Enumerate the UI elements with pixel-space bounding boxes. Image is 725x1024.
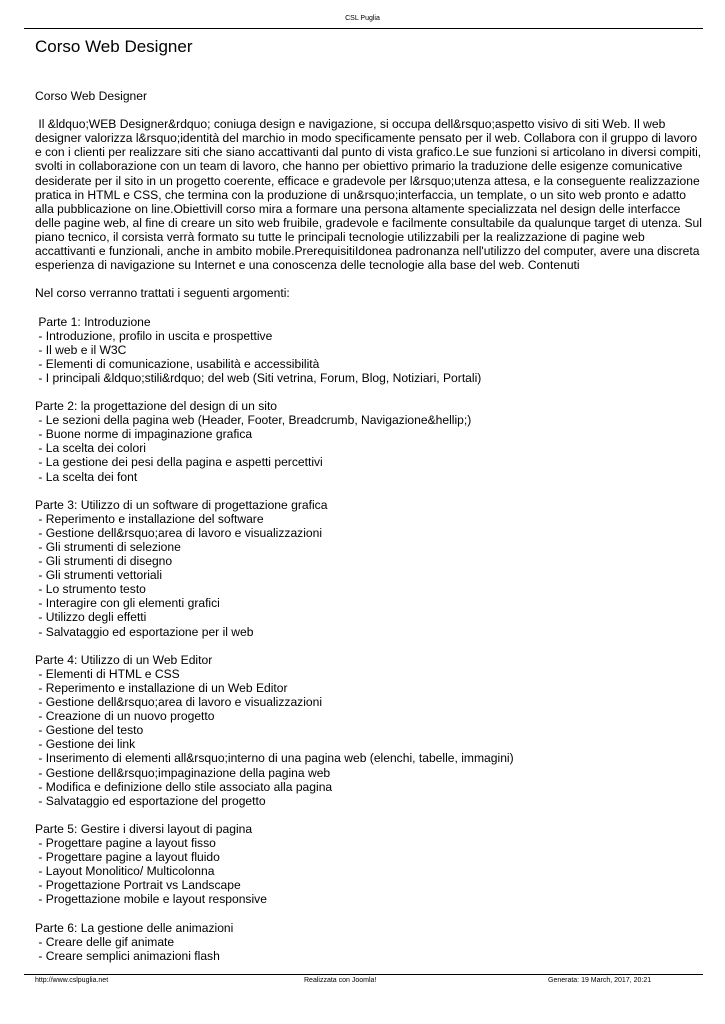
part-title: Parte 3: Utilizzo di un software di progettazione grafica — [35, 497, 328, 512]
list-item: - Introduzione, profilo in uscita e prospettive — [35, 328, 273, 343]
intro-title: Corso Web Designer — [35, 89, 148, 103]
list-item: - Reperimento e installazione del software — [35, 511, 264, 526]
list-item: - Gli strumenti vettoriali — [35, 568, 163, 583]
list-item: - La scelta dei font — [35, 469, 138, 484]
list-item: - Inserimento di elementi all&rsquo;interno di una pagina web (elenchi, tabelle, immagini) — [35, 751, 514, 766]
list-item: - Utilizzo degli effetti — [35, 610, 147, 625]
footer-generated: Generata: 19 March, 2017, 20:21 — [548, 977, 652, 984]
list-item: - Gestione dell&rsquo;impaginazione della pagina web — [35, 765, 331, 780]
list-item: - Elementi di comunicazione, usabilità e accessibilità — [35, 356, 320, 371]
part-title: Parte 2: la progettazione del design di un sito — [35, 399, 278, 414]
list-item: - Progettazione mobile e layout responsive — [35, 892, 267, 907]
list-item: - Lo strumento testo — [35, 582, 146, 597]
list-item: - Progettare pagine a layout fisso — [35, 835, 216, 850]
part-6 — [35, 921, 707, 963]
list-item: - Creazione di un nuovo progetto — [35, 709, 215, 724]
article-body — [35, 89, 707, 963]
part-5 — [35, 822, 707, 907]
list-item: - Salvataggio ed esportazione per il web — [35, 624, 254, 639]
list-item: - Gestione dell&rsquo;area di lavoro e visualizzazioni — [35, 695, 323, 710]
list-item: - Modifica e definizione dello stile associato alla pagina — [35, 779, 333, 794]
list-item: - La gestione dei pesi della pagina e aspetti percettivi — [35, 455, 323, 470]
list-item: - Creare delle gif animate — [35, 934, 175, 949]
part-1 — [35, 315, 707, 385]
part-4 — [35, 653, 707, 808]
list-item: - Interagire con gli elementi grafici — [35, 596, 220, 611]
part-title: Parte 4: Utilizzo di un Web Editor — [35, 652, 213, 667]
list-item: - Layout Monolitico/ Multicolonna — [35, 864, 215, 879]
intro-paragraph: Il &ldquo;WEB Designer&rdquo; coniuga design e navigazione, si occupa dell&rsquo;aspetto visivo di siti Web. Il web designer valorizza l&rsquo;identità del marchio in modo specificamente pensato per il web. Collabora con il gruppo di lavoro e con i clienti per realizzare siti che siano accattivanti dal punto di vista grafico.Le sue funzioni si articolano in diversi compiti, svolti in collaborazione con un team di lavoro, che hanno per obiettivo primario la traduzione delle esigenze comunicative desiderate per il sito in un progetto coerente, efficace e gradevole per l&rsquo;utenza attesa, e la conseguente realizzazione pratica in HTML e CSS, che termina con la produzione di un&rsquo;interfaccia, un template, o un sito web pronto e adatto alla pubblicazione on line.Obiettivill corso mira a formare una persona altamente specializzata nel design delle interfacce delle pagine web, al fine di creare un sito web fruibile, gradevole e facilmente consultabile da qualunque target di utenza. Sul piano tecnico, il corsista verrà formato su tutte le principali tecnologie utilizzabili per la realizzazione di pagine web accattivanti e funzionali, anche in ambito mobile.PrerequisitiIdonea padronanza nell'utilizzo del computer, avere una discreta esperienza di navigazione su Internet e una conoscenza delle tecnologie alla base del web. Contenuti — [35, 117, 706, 273]
list-item: - Il web e il W3C — [35, 342, 127, 357]
list-item: - La scelta dei colori — [35, 441, 146, 456]
part-title: Parte 6: La gestione delle animazioni — [35, 920, 234, 935]
list-item: - Gestione dell&rsquo;area di lavoro e visualizzazioni — [35, 525, 323, 540]
list-item: - Salvataggio ed esportazione del progetto — [35, 793, 266, 808]
part-title: Parte 5: Gestire i diversi layout di pagina — [35, 821, 253, 836]
list-item: - Gestione dei link — [35, 737, 136, 752]
header-divider — [24, 28, 703, 29]
footer-url: http://www.cslpuglia.net — [35, 977, 109, 984]
list-item: - Progettazione Portrait vs Landscape — [35, 878, 241, 893]
list-item: - Gli strumenti di selezione — [35, 540, 181, 554]
list-item: - Reperimento e installazione di un Web Editor — [35, 680, 288, 695]
footer-divider — [24, 974, 703, 975]
list-item: - Progettare pagine a layout fluido — [35, 850, 220, 865]
topics-intro: Nel corso verranno trattati i seguenti argomenti: — [35, 286, 290, 301]
list-item: - Elementi di HTML e CSS — [35, 666, 180, 681]
list-item: - Gestione del testo — [35, 723, 144, 738]
page-title: Corso Web Designer — [35, 37, 193, 56]
part-3 — [35, 498, 707, 639]
part-2 — [35, 399, 707, 484]
list-item: - Gli strumenti di disegno — [35, 554, 173, 569]
list-item: - I principali &ldquo;stili&rdquo; del web (Siti vetrina, Forum, Blog, Notiziari, Portali) — [35, 370, 482, 385]
list-item: - Le sezioni della pagina web (Header, Footer, Breadcrumb, Navigazione&hellip;) — [35, 413, 472, 428]
footer-credit: Realizzata con Joomla! — [304, 977, 377, 984]
header-site-name: CSL Puglia — [345, 15, 380, 22]
list-item: - Buone norme di impaginazione grafica — [35, 427, 253, 442]
part-title: Parte 1: Introduzione — [35, 314, 151, 329]
list-item: - Creare semplici animazioni flash — [35, 948, 220, 963]
